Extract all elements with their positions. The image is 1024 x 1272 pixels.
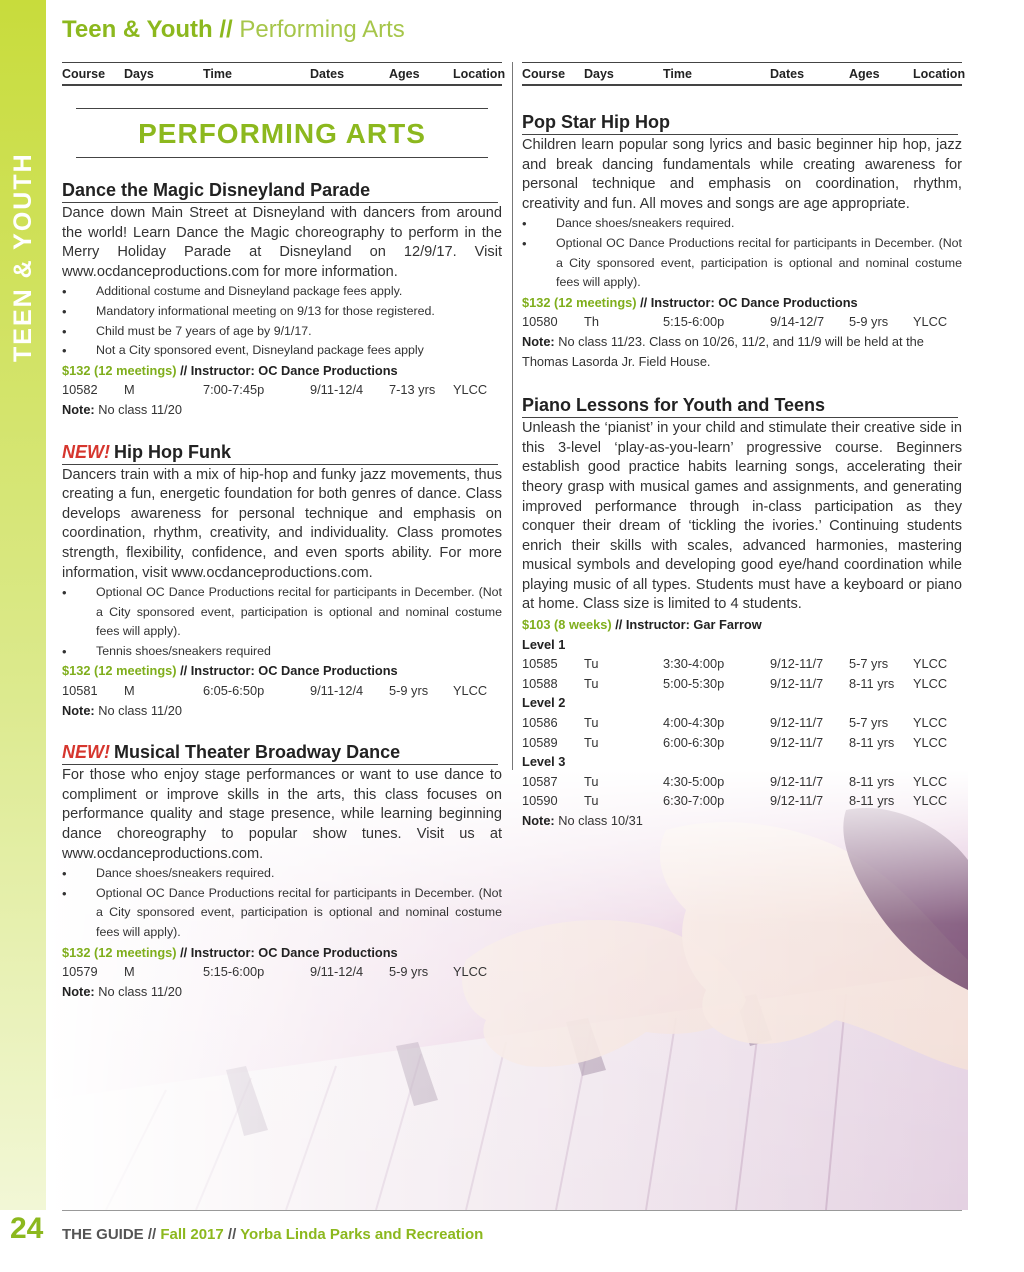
sched-dates: 9/12-11/7 <box>770 715 824 731</box>
course-title <box>522 112 958 135</box>
course-title <box>62 742 498 765</box>
col-location: Location <box>453 67 506 81</box>
course-disneyland-parade <box>62 180 502 420</box>
sched-course: 10580 <box>522 314 558 330</box>
footer-rule <box>62 1210 962 1211</box>
bullet-item: • Dance shoes/sneakers required. <box>62 864 502 884</box>
bullet-item: • Optional OC Dance Productions recital for participants in December. (Not a City sponsored event, participation is optional and nominal costume fees will apply). <box>522 234 962 293</box>
note-text: No class 11/23. Class on 10/26, 11/2, and 11/9 will be held at the Thomas Lasorda Jr. Field House. <box>522 333 924 369</box>
sched-course: 10586 <box>522 715 558 731</box>
course-description: Unleash the ‘pianist’ in your child and stimulate their creative side in this 3-level ‘play-as-you-learn’ progressive course. Beginners establish good practice habits learning songs, accelerating their theory grasp with musical games and assignments, and generating improved performance through in-class participation as they conquer their dream of ‘tickling the ivories.’ Continuing students enrich their skills with scales, advanced harmonies, mastering musical symbols and developing good eye/hand coordination while playing music of all types. Students must have a keyboard or piano at home. Class size is limited to 4 students. <box>522 420 962 613</box>
course-description: Children learn popular song lyrics and basic beginner hip hop, jazz and break dancing fundamentals while creating awareness for personal technique and emphasis on coordination, rhythm, creativity and fun. All moves and songs are age appropriate. <box>522 137 962 212</box>
sched-days: Tu <box>584 715 599 731</box>
fee-amount: $103 (8 weeks) <box>522 617 612 633</box>
sched-time: 5:00-5:30p <box>663 675 725 691</box>
sched-time: 5:15-6:00p <box>203 964 265 980</box>
sched-ages: 5-9 yrs <box>849 314 889 330</box>
fee-amount: $132 (12 meetings) <box>62 944 177 960</box>
course-title <box>62 180 498 203</box>
footer-season: Fall 2017 <box>160 1226 224 1243</box>
schedule-row <box>522 713 962 733</box>
col-course: Course <box>522 67 566 81</box>
sched-course: 10579 <box>62 964 98 980</box>
instructor: // Instructor: Gar Farrow <box>611 617 762 633</box>
sched-location: YLCC <box>453 964 488 980</box>
col-days: Days <box>584 67 614 81</box>
sched-course: 10581 <box>62 683 98 699</box>
instructor: // Instructor: OC Dance Productions <box>636 294 858 310</box>
sched-course: 10588 <box>522 675 558 691</box>
note-text: No class 11/20 <box>94 401 182 417</box>
sched-course: 10585 <box>522 656 558 672</box>
col-dates: Dates <box>770 67 805 81</box>
sched-location: YLCC <box>913 656 948 672</box>
sched-ages: 5-9 yrs <box>389 683 429 699</box>
sched-course: 10587 <box>522 773 558 789</box>
col-days: Days <box>124 67 154 81</box>
sched-location: YLCC <box>453 683 488 699</box>
left-column <box>62 100 502 1001</box>
fee-line <box>522 293 962 313</box>
footer-org: Yorba Linda Parks and Recreation <box>240 1226 484 1243</box>
page-number: 24 <box>10 1212 44 1245</box>
course-bullets <box>62 583 502 661</box>
sched-days: Tu <box>584 675 599 691</box>
sched-location: YLCC <box>913 314 948 330</box>
instructor: // Instructor: OC Dance Productions <box>176 362 398 378</box>
left-column-header <box>62 62 506 86</box>
subsection-name: Performing Arts <box>239 16 405 43</box>
fee-amount: $132 (12 meetings) <box>62 362 177 378</box>
instructor: // Instructor: OC Dance Productions <box>176 944 398 960</box>
course-title <box>522 395 958 418</box>
schedule-row <box>522 312 962 332</box>
course-note <box>62 701 502 721</box>
sched-course: 10589 <box>522 734 558 750</box>
footer-sep: // <box>223 1226 241 1243</box>
sched-days: Th <box>584 314 599 330</box>
bullet-item: • Optional OC Dance Productions recital for participants in December. (Not a City sponsored event, participation is optional and nominal costume fees will apply). <box>62 583 502 642</box>
col-ages: Ages <box>849 67 880 81</box>
course-note <box>62 982 502 1002</box>
right-column-header <box>522 62 966 86</box>
sched-location: YLCC <box>453 382 488 398</box>
schedule-row <box>62 681 502 701</box>
schedule-row <box>522 654 962 674</box>
sched-dates: 9/12-11/7 <box>770 773 824 789</box>
note-text: No class 11/20 <box>94 702 182 718</box>
sched-course: 10582 <box>62 382 98 398</box>
note-label: Note: <box>522 333 555 349</box>
sched-days: Tu <box>584 773 599 789</box>
sched-location: YLCC <box>913 773 948 789</box>
schedule-row <box>62 380 502 400</box>
course-bullets <box>522 214 962 292</box>
course-title-text: Dance the Magic Disneyland Parade <box>62 180 371 200</box>
fee-line <box>62 943 502 963</box>
page-title <box>62 16 405 44</box>
bullet-item: • Child must be 7 years of age by 9/1/17. <box>62 322 502 342</box>
course-hip-hop-funk <box>62 442 502 721</box>
sched-dates: 9/11-12/4 <box>310 683 364 699</box>
col-location: Location <box>913 67 966 81</box>
sched-ages: 5-9 yrs <box>389 964 429 980</box>
fee-line <box>62 361 502 381</box>
right-column <box>522 112 962 831</box>
level-label: Level 3 <box>522 754 566 770</box>
performing-arts-header: PERFORMING ARTS <box>76 108 488 158</box>
sched-time: 6:00-6:30p <box>663 734 725 750</box>
sched-course: 10590 <box>522 793 558 809</box>
new-badge: NEW! <box>62 742 110 763</box>
sched-dates: 9/11-12/4 <box>310 382 364 398</box>
sched-location: YLCC <box>913 793 948 809</box>
sched-days: M <box>124 683 135 699</box>
sched-time: 6:05-6:50p <box>203 683 265 699</box>
schedule-row <box>62 962 502 982</box>
bullet-item: • Not a City sponsored event, Disneyland package fees apply <box>62 341 502 361</box>
note-label: Note: <box>62 401 95 417</box>
note-label: Note: <box>522 813 555 828</box>
sched-days: Tu <box>584 656 599 672</box>
title-separator: // <box>219 16 233 43</box>
sched-location: YLCC <box>913 675 948 691</box>
sched-ages: 8-11 yrs <box>849 773 895 789</box>
schedule-row <box>522 791 962 811</box>
sched-ages: 8-11 yrs <box>849 734 895 750</box>
sched-location: YLCC <box>913 734 948 750</box>
sched-ages: 8-11 yrs <box>849 793 895 809</box>
schedule-row <box>522 772 962 792</box>
sched-ages: 5-7 yrs <box>849 715 889 731</box>
sched-time: 6:30-7:00p <box>663 793 725 809</box>
course-note <box>522 332 962 371</box>
footer-sep: // <box>143 1226 161 1243</box>
bullet-item: • Optional OC Dance Productions recital for participants in December. (Not a City sponsored event, participation is optional and nominal costume fees will apply). <box>62 884 502 943</box>
sched-time: 3:30-4:00p <box>663 656 725 672</box>
sched-ages: 8-11 yrs <box>849 675 895 691</box>
sched-days: M <box>124 382 135 398</box>
schedule-row <box>522 733 962 753</box>
fee-line <box>62 661 502 681</box>
sched-dates: 9/12-11/7 <box>770 793 824 809</box>
course-description: Dancers train with a mix of hip-hop and funky jazz movements, thus creating a fun, energetic foundation for both genres of dance. Class develops awareness for personal technique and emphasis on coordination, rhythm, creativity, and individuality. Class promotes strength, flexibility, confidence, and even sports ability. For more information, visit www.ocdanceproductions.com. <box>62 466 502 581</box>
note-text: No class 11/20 <box>94 983 182 999</box>
col-dates: Dates <box>310 67 345 81</box>
sched-time: 5:15-6:00p <box>663 314 725 330</box>
course-note <box>62 400 502 420</box>
fee-amount: $132 (12 meetings) <box>522 294 637 310</box>
bullet-item: • Dance shoes/sneakers required. <box>522 214 962 234</box>
schedule-row <box>522 674 962 694</box>
course-piano-lessons <box>522 395 962 830</box>
course-musical-theater <box>62 742 502 1001</box>
note-label: Note: <box>62 983 95 999</box>
sched-time: 7:00-7:45p <box>203 382 265 398</box>
course-title-text: Musical Theater Broadway Dance <box>114 742 401 763</box>
note-text: No class 10/31 <box>554 813 643 828</box>
course-title-text: Pop Star Hip Hop <box>522 112 670 132</box>
sched-dates: 9/11-12/4 <box>310 964 364 980</box>
new-badge: NEW! <box>62 441 110 462</box>
sched-days: Tu <box>584 793 599 809</box>
sched-time: 4:30-5:00p <box>663 773 725 789</box>
course-bullets <box>62 282 502 360</box>
instructor: // Instructor: OC Dance Productions <box>176 663 398 679</box>
sidebar-label: TEEN & YOUTH <box>9 152 37 362</box>
course-title <box>62 442 498 465</box>
col-ages: Ages <box>389 67 420 81</box>
sched-dates: 9/12-11/7 <box>770 656 824 672</box>
section-name: Teen & Youth <box>62 16 213 43</box>
course-title-text: Hip Hop Funk <box>114 441 231 462</box>
col-time: Time <box>663 67 692 81</box>
course-description: Dance down Main Street at Disneyland with dancers from around the world! Learn Dance the Magic choreography to perform in the Merry Holiday Parade at Disneyland on 12/9/17. Visit www.ocdanceproductions.com for more information. <box>62 205 502 280</box>
course-bullets <box>62 864 502 942</box>
course-description: For those who enjoy stage performances or want to use dance to compliment or improve skills in the arts, this class focuses on performance quality and stage presence, while learning beginning dance choreography to popular show tunes. Visit us at www.ocdanceproductions.com. <box>62 767 502 862</box>
bullet-item: • Mandatory informational meeting on 9/13 for those registered. <box>62 302 502 322</box>
bullet-item: • Additional costume and Disneyland package fees apply. <box>62 282 502 302</box>
course-note <box>522 811 962 831</box>
note-label: Note: <box>62 702 95 718</box>
col-time: Time <box>203 67 232 81</box>
footer-text <box>62 1226 483 1243</box>
bullet-item: • Tennis shoes/sneakers required <box>62 642 502 662</box>
footer-guide: THE GUIDE <box>62 1226 144 1243</box>
sched-time: 4:00-4:30p <box>663 715 725 731</box>
sched-days: M <box>124 964 135 980</box>
sched-days: Tu <box>584 734 599 750</box>
col-course: Course <box>62 67 106 81</box>
sched-ages: 5-7 yrs <box>849 656 889 672</box>
fee-amount: $132 (12 meetings) <box>62 663 177 679</box>
sched-ages: 7-13 yrs <box>389 382 436 398</box>
course-title-text: Piano Lessons for Youth and Teens <box>522 395 826 416</box>
fee-line <box>522 615 962 635</box>
sched-dates: 9/12-11/7 <box>770 734 824 750</box>
sched-dates: 9/14-12/7 <box>770 314 825 330</box>
level-label: Level 2 <box>522 695 566 711</box>
course-pop-star-hip-hop <box>522 112 962 371</box>
sched-location: YLCC <box>913 715 948 731</box>
column-divider <box>512 62 513 832</box>
level-label: Level 1 <box>522 636 566 652</box>
sched-dates: 9/12-11/7 <box>770 675 824 691</box>
